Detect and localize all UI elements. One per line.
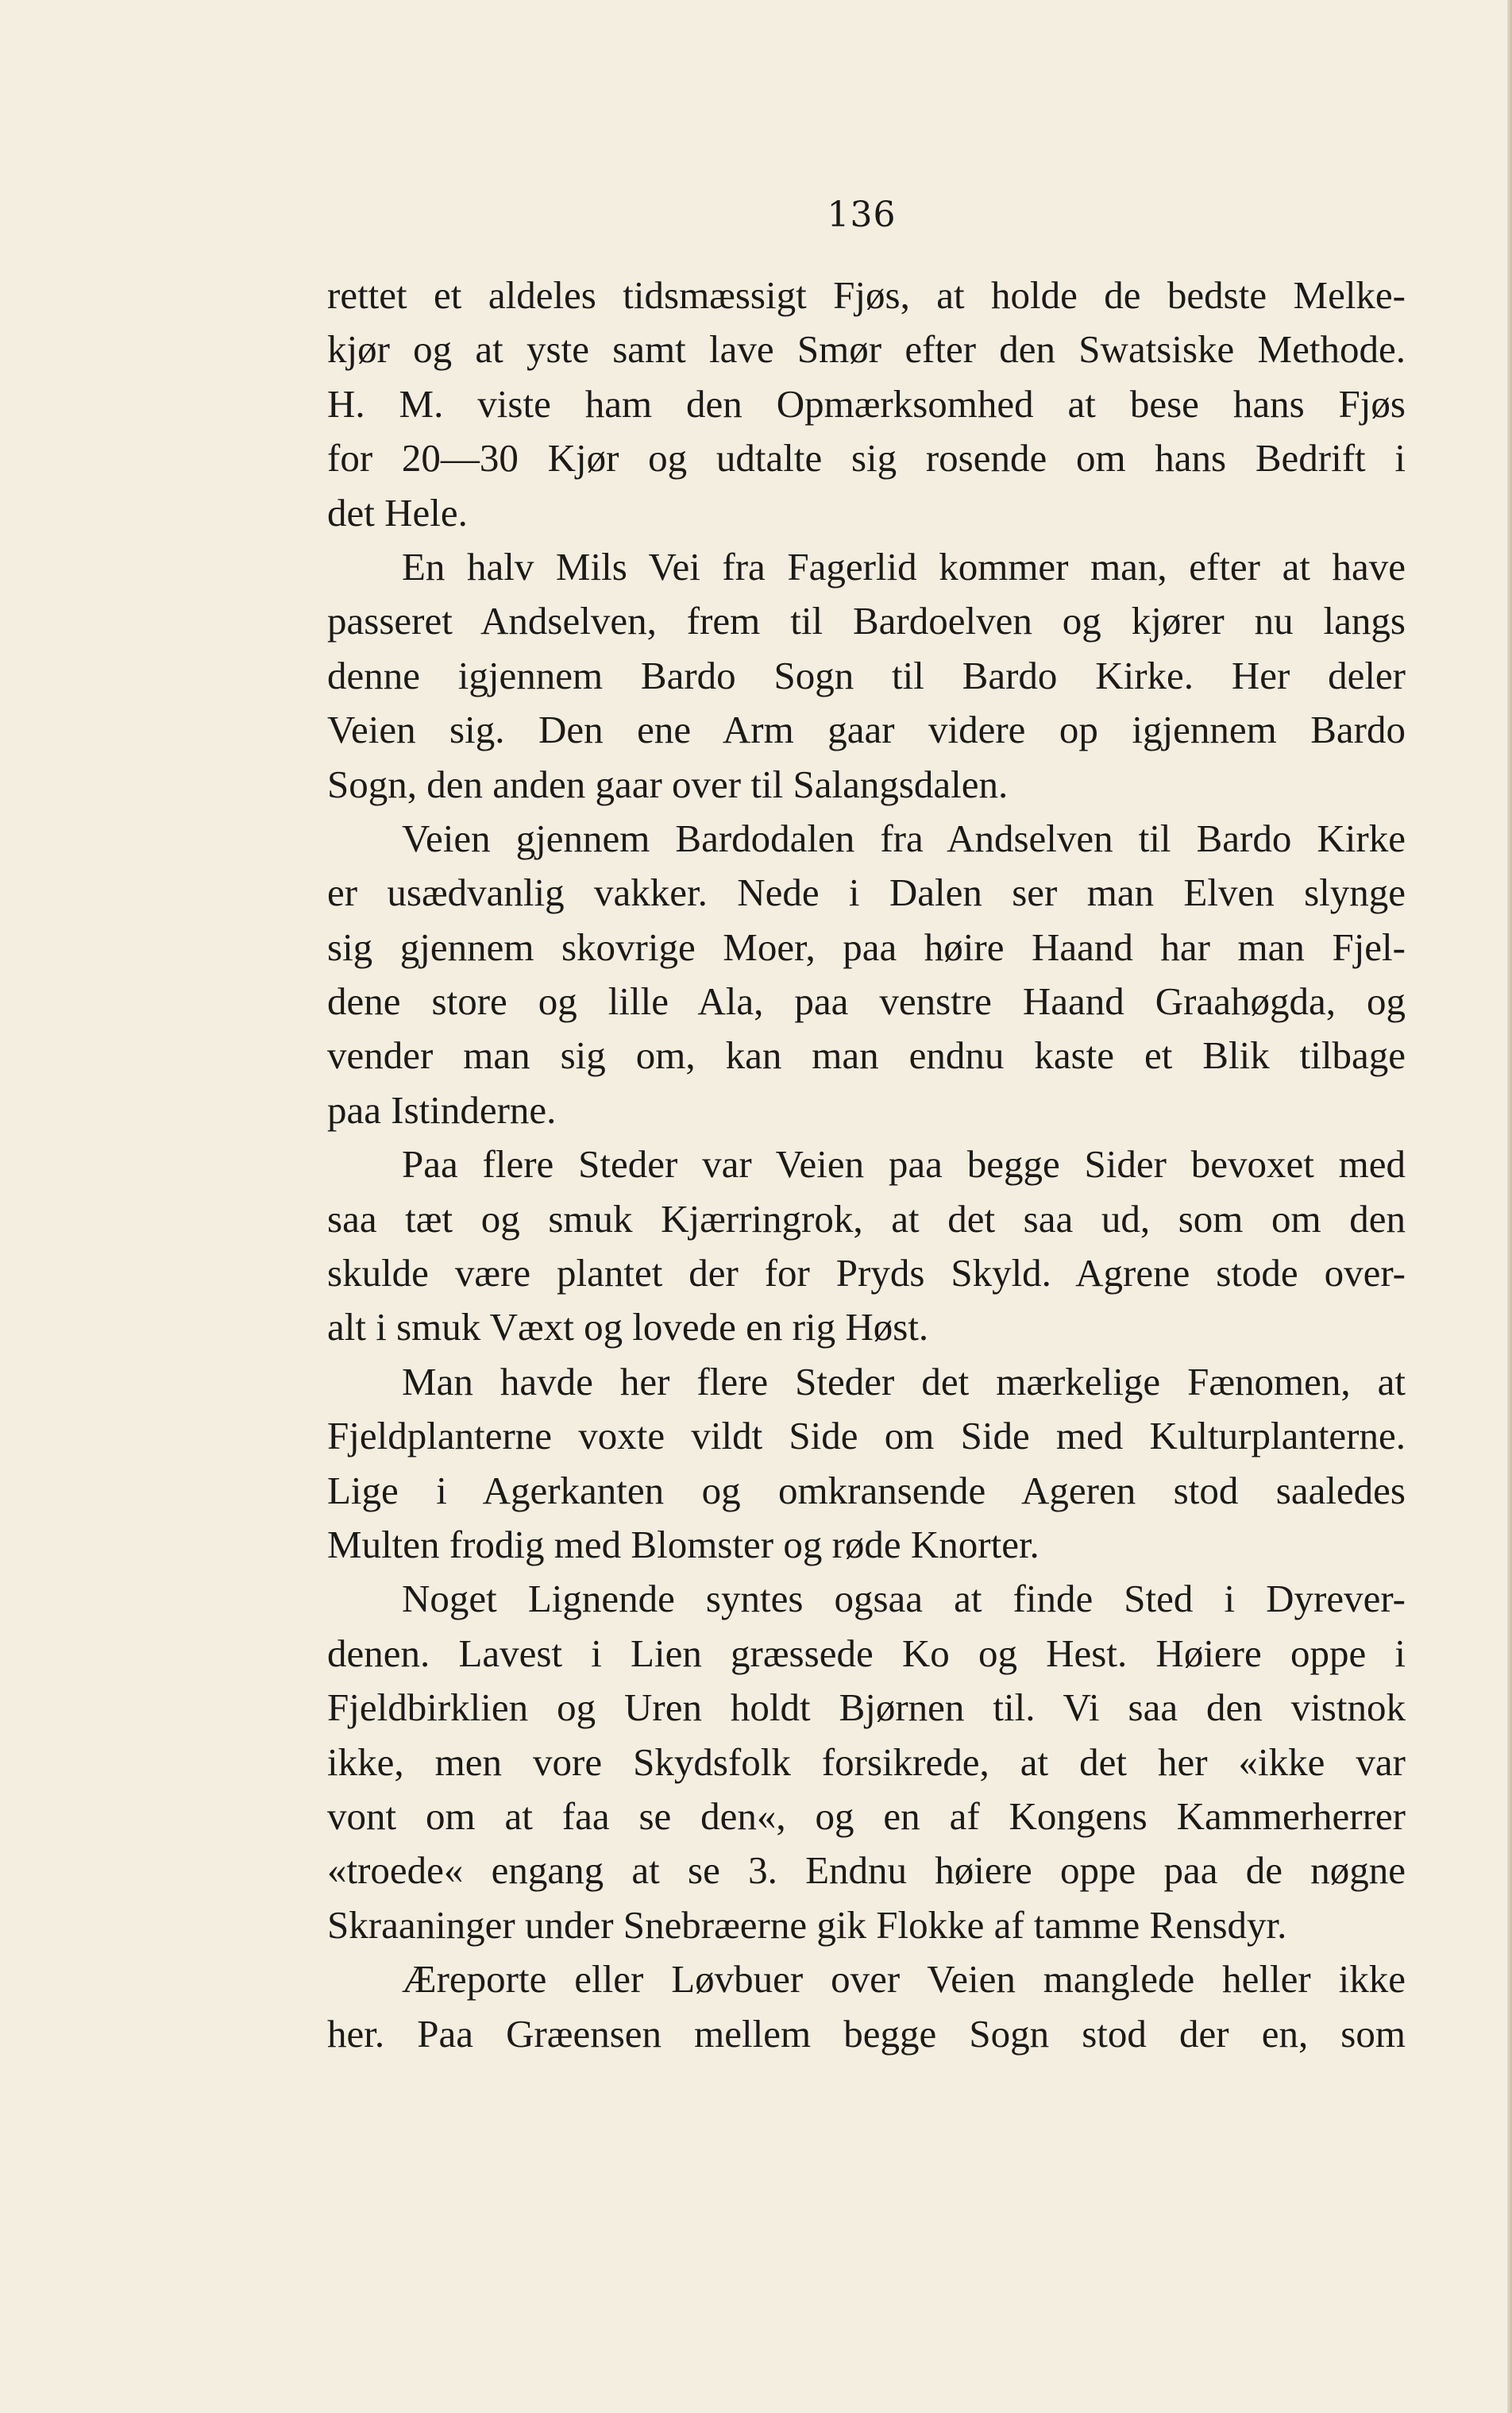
text-line: Lige i Agerkanten og omkransende Ageren stod saaledes <box>327 1468 1406 1512</box>
text-line: Multen frodig med Blomster og røde Knorter. <box>327 1522 1040 1566</box>
text-line: for 20—30 Kjør og udtalte sig rosende om hans Bedrift i <box>327 436 1406 481</box>
text-line: kjør og at yste samt lave Smør efter den Swatsiske Methode. <box>327 327 1406 372</box>
text-line: paa Istinderne. <box>327 1087 557 1132</box>
text-line: rettet et aldeles tidsmæssigt Fjøs, at holde de bedste Melke- <box>327 273 1406 317</box>
text-line: En halv Mils Vei fra Fagerlid kommer man, efter at have <box>402 544 1406 589</box>
text-line: er usædvanlig vakker. Nede i Dalen ser man Elven slynge <box>327 871 1406 915</box>
text-line: «troede« engang at se 3. Endnu høiere oppe paa de nøgne <box>327 1848 1406 1893</box>
page-edge <box>1507 0 1512 2413</box>
text-line: Paa flere Steder var Veien paa begge Sider bevoxet med <box>402 1142 1406 1187</box>
text-line: passeret Andselven, frem til Bardoelven og kjører nu langs <box>327 599 1406 643</box>
text-line: Man havde her flere Steder det mærkelige Fænomen, at <box>402 1359 1406 1403</box>
text-line: H. M. viste ham den Opmærksomhed at bese hans Fjøs <box>327 381 1406 426</box>
text-line: vont om at faa se den«, og en af Kongens Kammerherrer <box>327 1793 1406 1838</box>
text-line: denen. Lavest i Lien græssede Ko og Hest. Høiere oppe i <box>327 1631 1406 1675</box>
text-line: Fjeldplanterne voxte vildt Side om Side med Kulturplanterne. <box>327 1414 1406 1458</box>
text-line: Veien sig. Den ene Arm gaar videre op igjennem Bardo <box>327 708 1406 752</box>
text-line: sig gjennem skovrige Moer, paa høire Haand har man Fjel- <box>327 925 1406 969</box>
text-line: saa tæt og smuk Kjærringrok, at det saa ud, som om den <box>327 1196 1406 1241</box>
text-line: dene store og lille Ala, paa venstre Haand Graahøgda, og <box>327 979 1406 1024</box>
text-line: det Hele. <box>327 490 468 535</box>
text-line: Skraaninger under Snebræerne gik Flokke af tamme Rensdyr. <box>327 1902 1287 1947</box>
text-line: Fjeldbirklien og Uren holdt Bjørnen til. Vi saa den vistnok <box>327 1685 1406 1730</box>
text-line: alt i smuk Væxt og lovede en rig Høst. <box>327 1305 929 1349</box>
text-line: vender man sig om, kan man endnu kaste et Blik tilbage <box>327 1033 1406 1078</box>
text-line: Noget Lignende syntes ogsaa at finde Sted i Dyrever- <box>402 1577 1406 1621</box>
body-text <box>327 268 1406 2061</box>
text-line: denne igjennem Bardo Sogn til Bardo Kirke. Her deler <box>327 653 1406 697</box>
text-line: Veien gjennem Bardodalen fra Andselven til Bardo Kirke <box>402 816 1406 860</box>
text-line: ikke, men vore Skydsfolk forsikrede, at det her «ikke var <box>327 1739 1406 1784</box>
text-line: Æreporte eller Løvbuer over Veien manglede heller ikke <box>402 1957 1406 2002</box>
text-line: her. Paa Græensen mellem begge Sogn stod der en, som <box>327 2011 1406 2056</box>
text-line: skulde være plantet der for Pryds Skyld. Agrene stode over- <box>327 1251 1406 1295</box>
page-number: 136 <box>827 195 897 235</box>
text-line: Sogn, den anden gaar over til Salangsdalen. <box>327 762 1009 806</box>
